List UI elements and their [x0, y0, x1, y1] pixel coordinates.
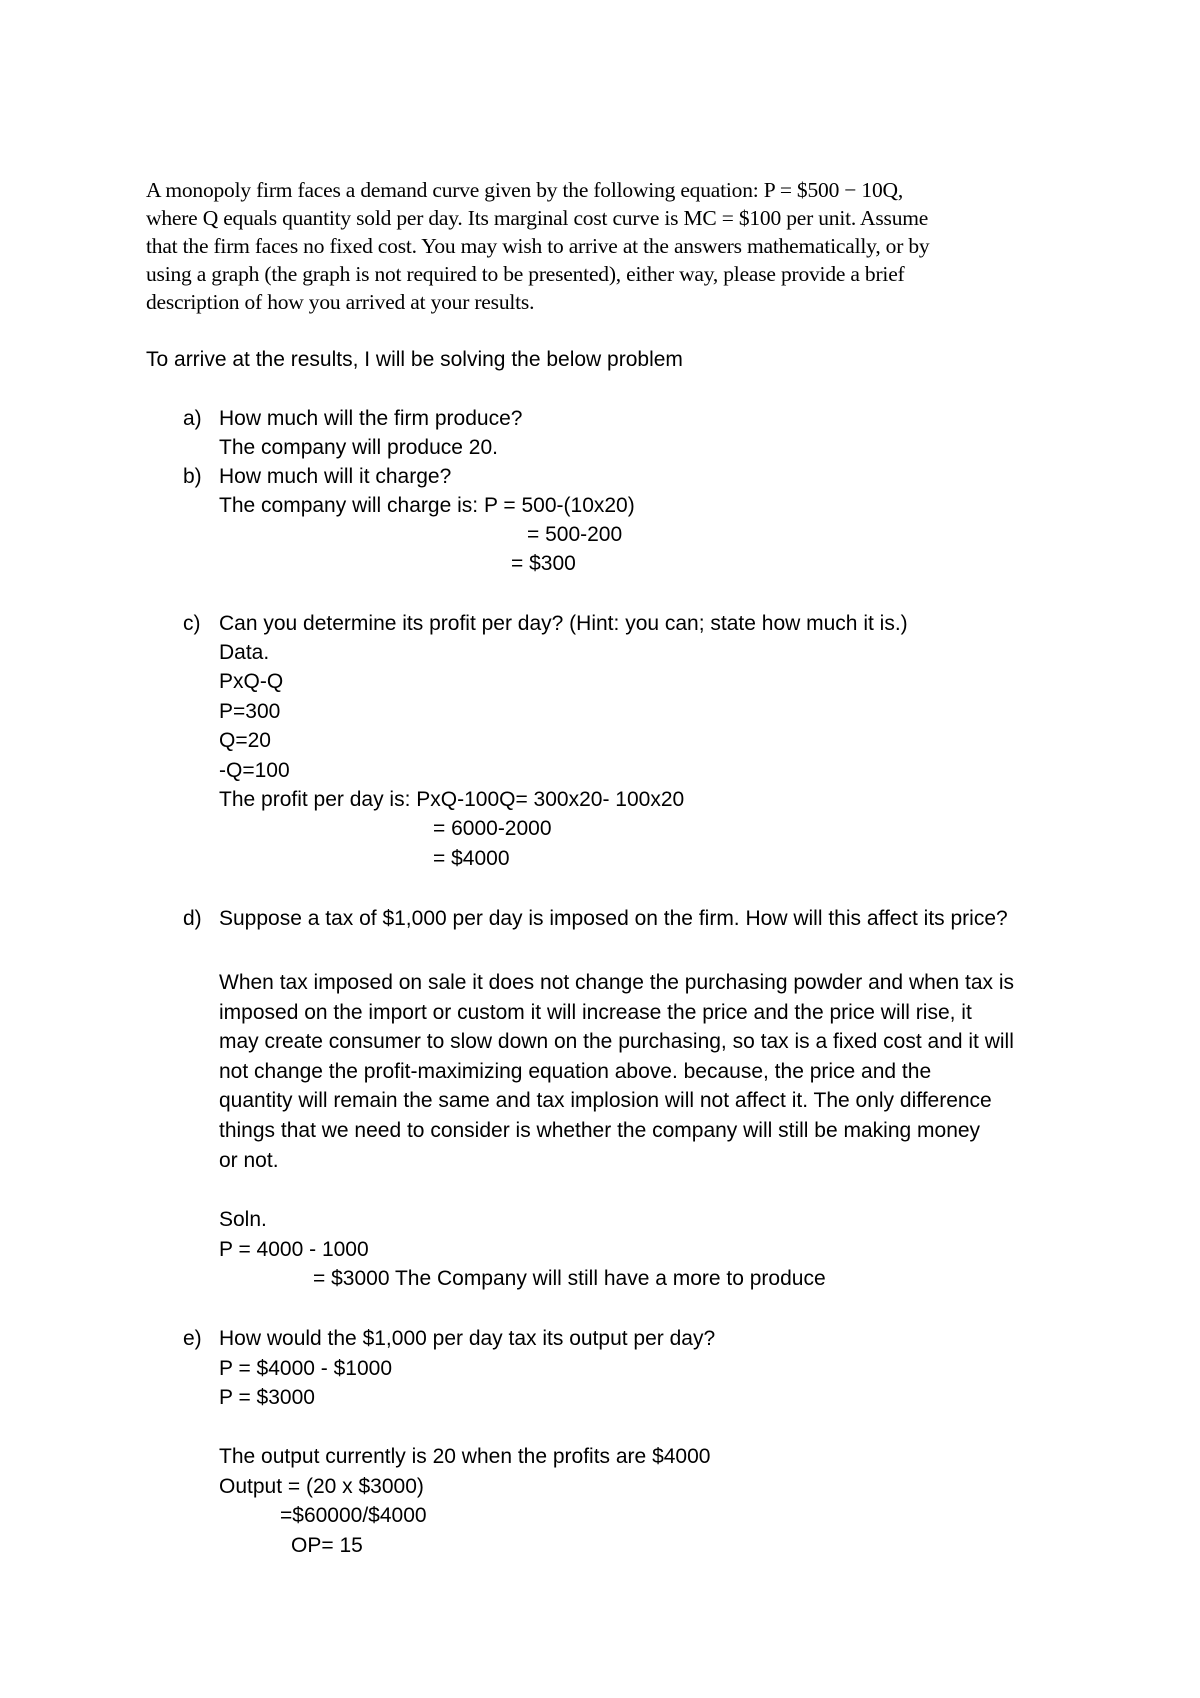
list-marker: e) [183, 1327, 202, 1350]
list-marker: d) [183, 907, 202, 930]
calc-step: OP= 15 [291, 1534, 363, 1557]
calc-step: =$60000/$4000 [280, 1504, 427, 1527]
list-marker: a) [183, 407, 202, 430]
data-line: Q=20 [219, 729, 271, 752]
question-d: Suppose a tax of $1,000 per day is imposed on the firm. How will this affect its price? [219, 907, 1008, 930]
profit-line: The profit per day is: PxQ-100Q= 300x20- 100x20 [219, 788, 685, 811]
soln-label: Soln. [219, 1208, 267, 1231]
intro-line: A monopoly firm faces a demand curve given by the following equation: P = $500 − 10Q, [146, 178, 904, 202]
answer-b: The company will charge is: P = 500-(10x20) [219, 494, 635, 517]
intro-line: description of how you arrived at your results. [146, 290, 535, 314]
intro-line: where Q equals quantity sold per day. Its marginal cost curve is MC = $100 per unit. Assume [146, 206, 929, 230]
calc-step: P = $4000 - $1000 [219, 1357, 393, 1380]
calc-step: = $3000 The Company will still have a more to produce [313, 1267, 826, 1290]
lead-text: To arrive at the results, I will be solving the below problem [146, 348, 683, 371]
paragraph-line: or not. [219, 1148, 279, 1172]
calc-step: Output = (20 x $3000) [219, 1475, 424, 1498]
data-line: P=300 [219, 700, 281, 723]
paragraph-line: may create consumer to slow down on the purchasing, so tax is a fixed cost and it will [219, 1030, 1014, 1054]
calc-step: P = 4000 - 1000 [219, 1238, 369, 1261]
paragraph-line: quantity will remain the same and tax implosion will not affect it. The only difference [219, 1089, 992, 1113]
calc-step: = 6000-2000 [433, 817, 552, 840]
calc-step: = 500-200 [527, 523, 623, 546]
problem-statement [146, 176, 1066, 316]
list-marker: b) [183, 465, 202, 488]
output-note: The output currently is 20 when the profits are $4000 [219, 1445, 711, 1468]
calc-step: P = $3000 [219, 1386, 315, 1409]
question-a: How much will the firm produce? [219, 407, 523, 430]
paragraph-line: imposed on the import or custom it will increase the price and the price will rise, it [219, 1000, 972, 1024]
paragraph-line: things that we need to consider is whether the company will still be making money [219, 1118, 981, 1142]
calc-step: = $300 [511, 552, 576, 575]
data-line: PxQ-Q [219, 670, 284, 693]
intro-line: using a graph (the graph is not required to be presented), either way, please provide a brief [146, 262, 905, 286]
calc-step: = $4000 [433, 847, 510, 870]
question-e: How would the $1,000 per day tax its output per day? [219, 1327, 716, 1350]
data-line: Data. [219, 641, 270, 664]
answer-d-paragraph [219, 968, 1069, 1175]
list-marker: c) [183, 612, 201, 635]
question-c: Can you determine its profit per day? (Hint: you can; state how much it is.) [219, 612, 908, 635]
question-b: How much will it charge? [219, 465, 452, 488]
data-line: -Q=100 [219, 759, 290, 782]
paragraph-line: not change the profit-maximizing equation above. because, the price and the [219, 1059, 932, 1083]
paragraph-line: When tax imposed on sale it does not change the purchasing powder and when tax is [219, 971, 1014, 994]
answer-a: The company will produce 20. [219, 436, 498, 459]
intro-line: that the firm faces no fixed cost. You may wish to arrive at the answers mathematically, or by [146, 234, 930, 258]
